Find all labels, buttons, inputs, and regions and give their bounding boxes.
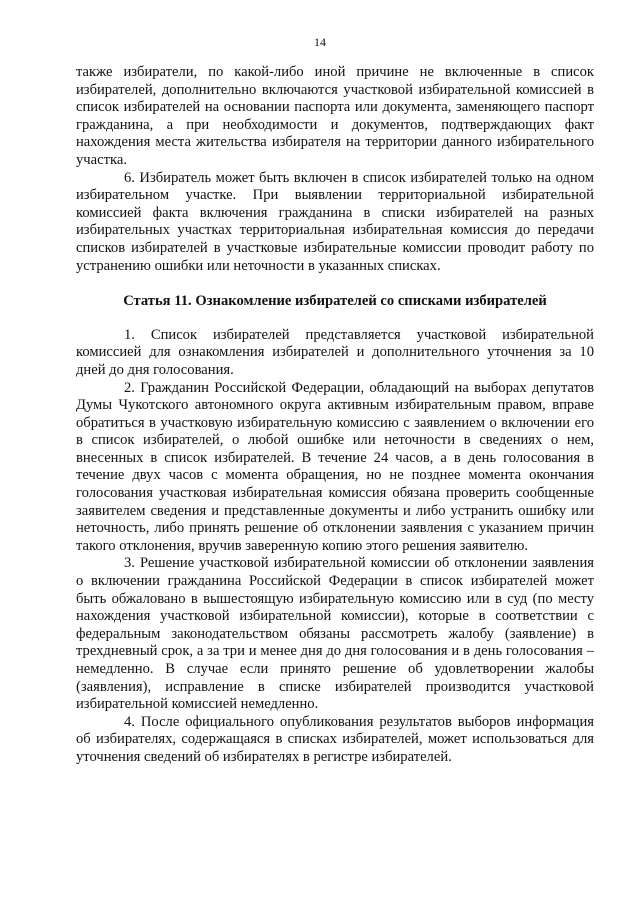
paragraph-continuation: также избиратели, по какой-либо иной причине не включенные в список избирателей, дополнительно включаются участковой избирательной комиссией в список избирателей на основании паспорта или документа, заменяющего паспорт гражданина, а при необходимости и документов, подтверждающих факт нахождения места жительства избирателя на территории данного избирательного участка. [76,64,594,168]
article-11-item-3: 3. Решение участковой избирательной комиссии об отклонении заявления о включении гражданина Российской Федерации в список избирателей может быть обжаловано в вышестоящую избирательную комиссию или в суд (по месту нахождения участковой избирательной комиссии), которые в соответствии с федеральным законодательством обязаны рассмотреть жалобу (заявление) в трехдневный срок, а за три и менее дня до дня голосования и в день голосования – немедленно. В случае если принято решение об удовлетворении жалобы (заявления), исправление в списке избирателей производится участковой избирательной комиссией немедленно. [76,555,594,713]
paragraph-item-6: 6. Избиратель может быть включен в список избирателей только на одном избирательном участке. При выявлении территориальной избирательной комиссией факта включения гражданина в списки избирателей на разных избирательных участках территориальная избирательная комиссия до передачи списков избирателей в участковые избирательные комиссии проводит работу по устранению ошибки или неточности в указанных списках. [76,169,594,274]
article-11-title: Статья 11. Ознакомление избирателей со списками избирателей [123,293,547,310]
document-body [76,64,594,767]
article-11-item-4: 4. После официального опубликования результатов выборов информация об избирателях, содержащаяся в списках избирателей, может использоваться для уточнения сведений об избирателях в регистре избирателей. [76,713,594,765]
article-11-item-2: 2. Гражданин Российской Федерации, обладающий на выборах депутатов Думы Чукотского автономного округа активным избирательным правом, вправе обратиться в участковую избирательную комиссию с заявлением о включении его в список избирателей, о любой ошибке или неточности в сведениях о нем, внесенных в список избирателей. В течение 24 часов, а в день голосования в течение двух часов с момента обращения, но не позднее момента окончания голосования участковая избирательная комиссия обязана проверить сообщенные заявителем сведения и представленные документы и либо устранить ошибку или неточность, либо принять решение об отклонении заявления с указанием причин такого отклонения, вручив заверенную копию этого решения заявителю. [76,379,594,554]
page-number: 14 [314,35,326,49]
article-11-item-1: 1. Список избирателей представляется участковой избирательной комиссией для ознакомления избирателей и дополнительного уточнения за 10 дней до дня голосования. [76,326,594,378]
